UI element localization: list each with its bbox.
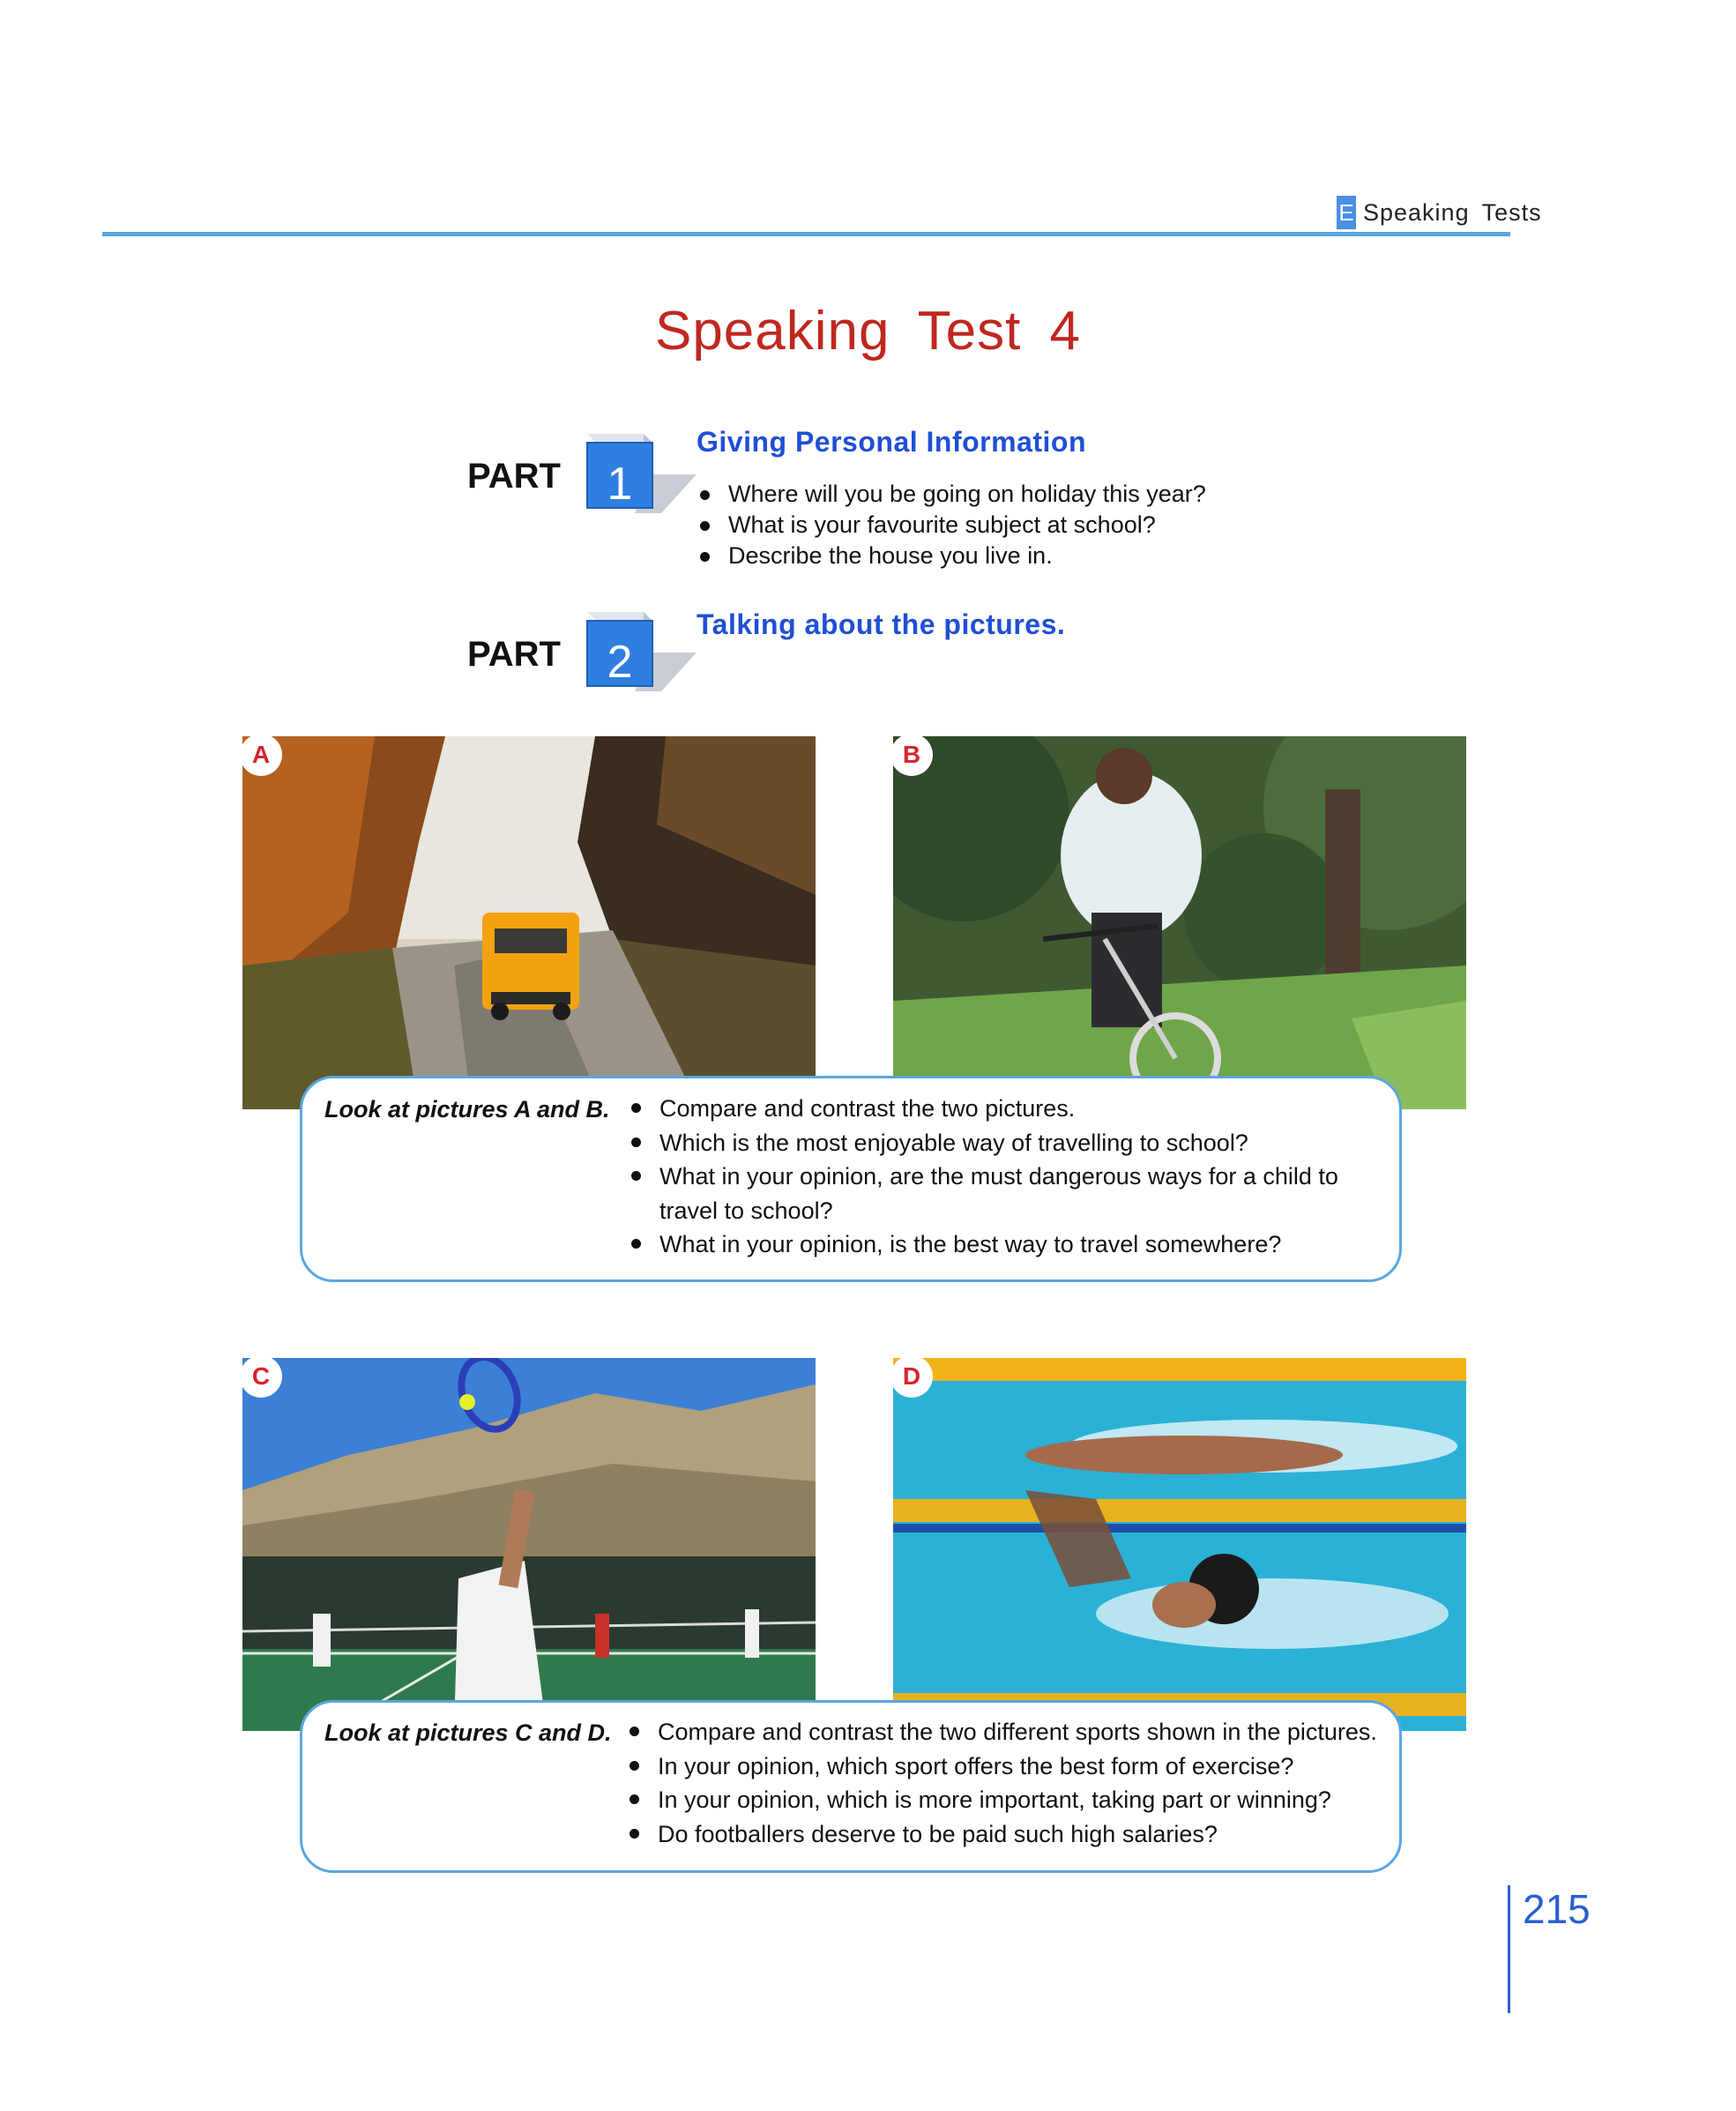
list-item: What in your opinion, are the must dangerous ways for a child to travel to school? <box>628 1160 1368 1227</box>
page-number: 215 <box>1523 1886 1591 1932</box>
picture-a-tag: A <box>240 734 282 776</box>
picture-b <box>893 736 1466 1109</box>
part1-number: 1 <box>607 459 633 510</box>
list-item: Where will you be going on holiday this year? <box>697 479 1367 510</box>
section-title: Speaking Tests <box>1363 199 1542 226</box>
header-rule <box>102 232 1510 236</box>
list-item: Describe the house you live in. <box>697 541 1367 571</box>
box2-label: Look at pictures C and D. <box>324 1719 612 1746</box>
box1-label: Look at pictures A and B. <box>324 1096 610 1123</box>
part1-badge <box>467 430 697 527</box>
page-title: Speaking Test 4 <box>654 301 1082 362</box>
part2-heading: Talking about the pictures. <box>697 608 1066 640</box>
swimmer-image <box>893 1358 1466 1731</box>
tennis-image <box>242 1358 816 1731</box>
list-item: In your opinion, which is more important, taking part or winning? <box>626 1783 1402 1817</box>
part2-badge <box>467 608 697 705</box>
part1-word: PART <box>467 457 561 496</box>
section-letter-badge: E <box>1337 196 1356 229</box>
part1-heading: Giving Personal Information <box>697 426 1086 458</box>
list-item: Do footballers deserve to be paid such high salaries? <box>626 1817 1402 1852</box>
box2-question-list <box>626 1715 1402 1851</box>
part2-word: PART <box>467 635 561 674</box>
picture-d-tag: D <box>890 1355 933 1398</box>
list-item: Compare and contrast the two different sports shown in the pictures. <box>626 1715 1402 1749</box>
box1-question-list <box>628 1092 1368 1262</box>
picture-b-tag: B <box>890 734 933 776</box>
school-bus-image <box>242 736 816 1109</box>
list-item: Compare and contrast the two pictures. <box>628 1092 1368 1126</box>
list-item: What in your opinion, is the best way to travel somewhere? <box>628 1227 1368 1262</box>
list-item: In your opinion, which sport offers the best form of exercise? <box>626 1749 1402 1784</box>
page-number-rule <box>1508 1885 1510 2013</box>
cyclist-image <box>893 736 1466 1109</box>
picture-c-tag: C <box>240 1355 282 1398</box>
part1-question-list <box>697 479 1367 571</box>
picture-a <box>242 736 816 1109</box>
list-item: What is your favourite subject at school? <box>697 510 1367 541</box>
picture-d <box>893 1358 1466 1731</box>
part2-number: 2 <box>607 637 633 688</box>
picture-c <box>242 1358 816 1731</box>
list-item: Which is the most enjoyable way of travelling to school? <box>628 1126 1368 1160</box>
